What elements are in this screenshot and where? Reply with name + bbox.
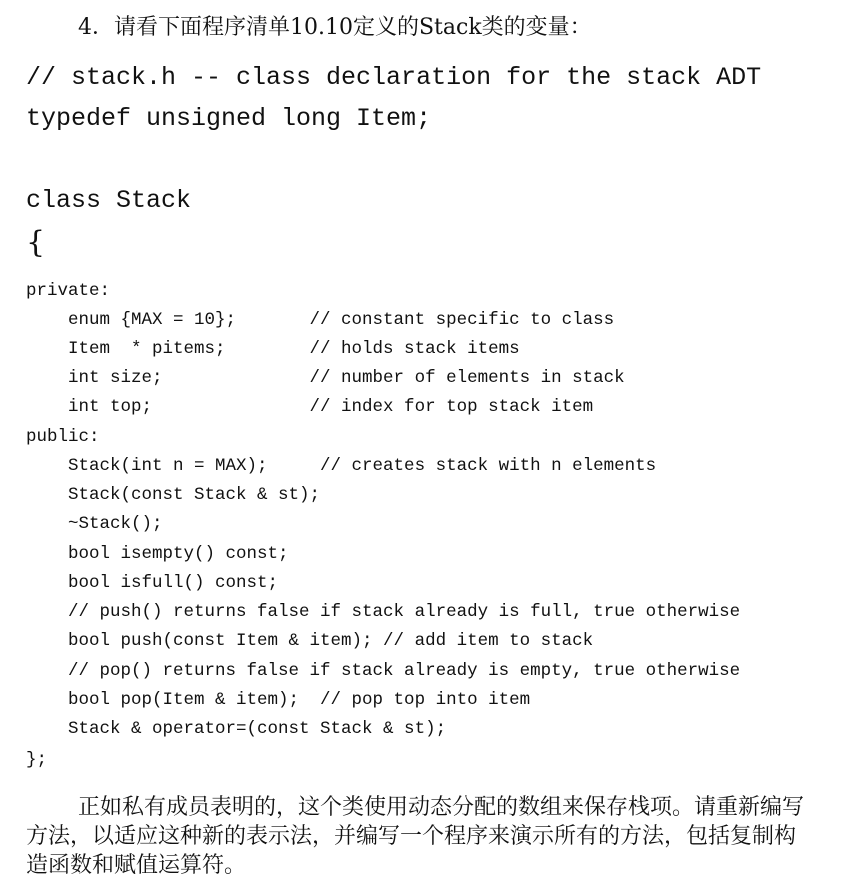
code-comment-line: // stack.h -- class declaration for the stack ADT [26,63,762,92]
code-line: enum {MAX = 10}; // constant specific to class [26,310,615,330]
description-paragraph [26,793,816,880]
code-line: Stack(const Stack & st); [26,485,321,505]
description-text: 正如私有成员表明的，这个类使用动态分配的数组来保存栈项。请重新编写方法，以适应这种新的表示法，并编写一个程序来演示所有的方法，包括复制构造函数和赋值运算符。 [26,795,805,878]
code-line: // push() returns false if stack already is full, true otherwise [26,602,741,622]
code-line: int size; // number of elements in stack [26,368,625,388]
exercise-heading: 4．请看下面程序清单10.10定义的Stack类的变量： [78,15,592,40]
code-line: Stack & operator=(const Stack & st); [26,719,447,739]
code-typedef-line: typedef unsigned long Item; [26,104,432,133]
code-line: int top; // index for top stack item [26,397,594,417]
code-line: bool isfull() const; [26,573,279,593]
code-line: }; [26,750,48,770]
code-line: bool isempty() const; [26,544,289,564]
code-line: bool push(const Item & item); // add item to stack [26,631,594,651]
code-line: // pop() returns false if stack already is empty, true otherwise [26,661,741,681]
code-line: bool pop(Item & item); // pop top into item [26,690,531,710]
code-class-line: class Stack [26,186,192,215]
code-line: Stack(int n = MAX); // creates stack with n elements [26,456,657,476]
code-line: Item * pitems; // holds stack items [26,339,520,359]
code-line: ~Stack(); [26,514,163,534]
code-line: private: [26,281,111,301]
code-open-brace: { [26,225,46,260]
code-line: public: [26,427,100,447]
